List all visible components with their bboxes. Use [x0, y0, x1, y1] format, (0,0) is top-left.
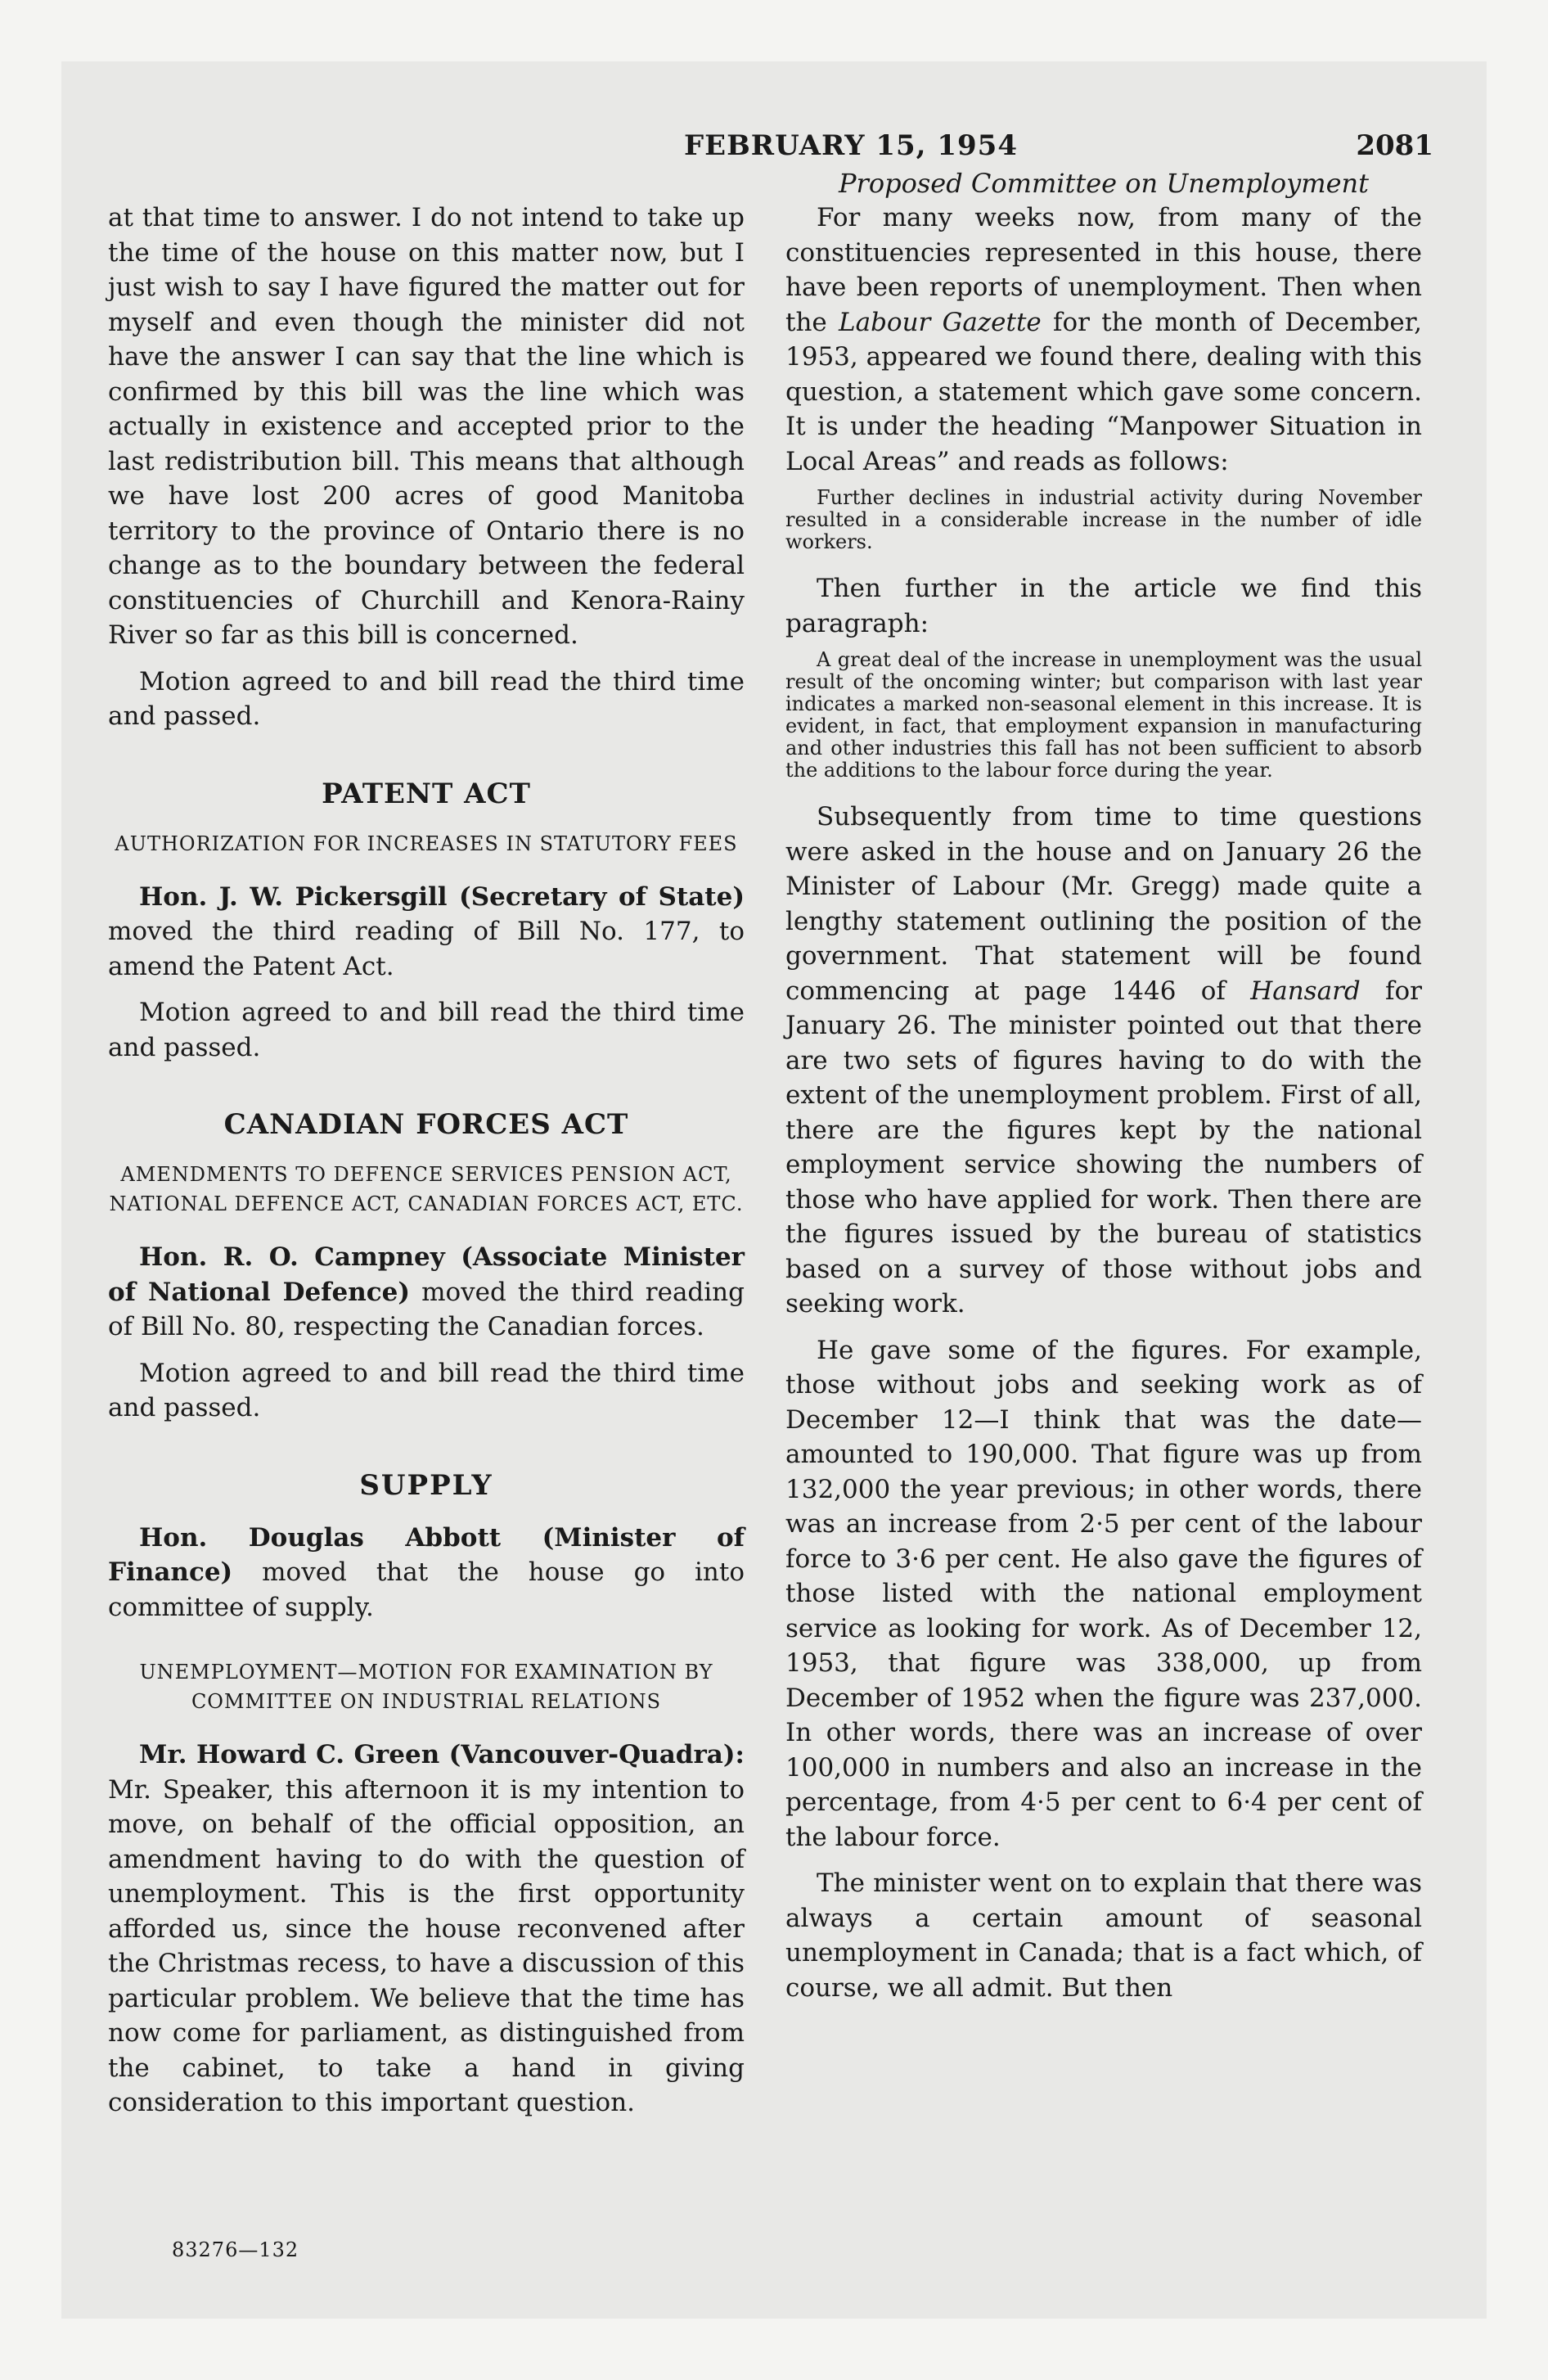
paragraph: The minister went on to explain that there was always a certain amount of seasonal unemployment in Canada; that is a fact which, of course, we all admit. But then: [785, 1868, 1422, 2003]
speaker-paragraph: [108, 1521, 745, 1625]
section-subtitle: AUTHORIZATION FOR INCREASES IN STATUTORY FEES: [115, 832, 738, 855]
speaker-paragraph: [108, 1738, 745, 2121]
paragraph: Then further in the article we find this paragraph:: [785, 574, 1422, 638]
text-run: For many weeks now, from many of the constituencies represented in this house, there have been reports of unemployment. Then when the: [785, 203, 1422, 337]
paragraph: [785, 201, 1422, 479]
block-quote: Further declines in industrial activity during November resulted in a considerable increase in the number of idle workers.: [785, 486, 1422, 553]
speaker-name: Hon. R. O. Campney (Associate Minister of National Defence): [108, 1242, 745, 1307]
speaker-text: moved that the house go into committee of supply.: [108, 1557, 745, 1622]
text-run: Subsequently from time to time questions were asked in the house and on January 26 the Minister of Labour (Mr. Gregg) made quite a lengthy statement outlining the position of the government. That statement will be found commencing at page 1446 of: [785, 802, 1422, 1006]
italic-title: Labour Gazette: [839, 307, 1042, 337]
speaker-text: moved the third reading of Bill No. 80, respecting the Canadian forces.: [108, 1277, 745, 1341]
header-date: FEBRUARY 15, 1954: [684, 129, 1018, 162]
italic-title: Hansard: [1250, 976, 1361, 1006]
print-code: 83276—132: [172, 2238, 299, 2261]
section-title-patent-act: PATENT ACT: [322, 777, 531, 810]
text-run: for the month of December, 1953, appeared we found there, dealing with this question, a statement which gave some concern. It is under the heading “Manpower Situation in Local Areas” and reads as follows:: [785, 307, 1422, 476]
speaker-name: Mr. Howard C. Green (Vancouver-Quadra):: [139, 1740, 745, 1769]
section-subtitle-unemployment: UNEMPLOYMENT—MOTION FOR EXAMINATION BY COMMITTEE ON INDUSTRIAL RELATIONS: [139, 1661, 713, 1713]
speaker-paragraph: [108, 1240, 745, 1345]
speaker-name: Hon. J. W. Pickersgill (Secretary of State): [139, 881, 745, 912]
text-run: for January 26. The minister pointed out that there are two sets of figures having to do with the extent of the unemployment problem. First of all, there are the figures kept by the national employment service showing the numbers of those who have applied for work. Then there are the figures issued by the bureau of statistics based on a survey of those without jobs and seeking work.: [785, 976, 1423, 1318]
speaker-text: moved the third reading of Bill No. 177, to amend the Patent Act.: [108, 917, 745, 981]
motion-paragraph: Motion agreed to and bill read the third time and passed.: [108, 666, 745, 731]
motion-paragraph: Motion agreed to and bill read the third time and passed.: [108, 998, 745, 1062]
left-column: [108, 201, 745, 2121]
section-subtitle: AMENDMENTS TO DEFENCE SERVICES PENSION ACT, NATIONAL DEFENCE ACT, CANADIAN FORCES ACT, ETC.: [109, 1163, 744, 1215]
running-title: Proposed Committee on Unemployment: [838, 168, 1369, 199]
paragraph: at that time to answer. I do not intend to take up the time of the house on this matter now, but I just wish to say I have figured the matter out for myself and even though the minister did not have the answer I can say that the line which is confirmed by this bill was the line which was actually in existence and accepted prior to the last redistribution bill. This means that although we have lost 200 acres of good Manitoba territory to the province of Ontario there is no change as to the boundary between the federal constituencies of Churchill and Kenora-Rainy River so far as this bill is concerned.: [108, 203, 745, 650]
speaker-paragraph: [108, 880, 745, 985]
section-title-canadian-forces-act: CANADIAN FORCES ACT: [223, 1108, 629, 1141]
right-column: [785, 168, 1423, 2005]
paragraph: [785, 800, 1422, 1322]
section-title-supply: SUPPLY: [359, 1468, 493, 1502]
block-quote: A great deal of the increase in unemployment was the usual result of the oncoming winter; but comparison with last year indicates a marked non-seasonal element in this increase. It is evident, in fact, that employment expansion in manufacturing and other industries this fall has not been sufficient to absorb the additions to the labour force during the year.: [785, 648, 1422, 782]
page-number: 2081: [1356, 129, 1433, 162]
paragraph: He gave some of the figures. For example, those without jobs and seeking work as of December 12—I think that was the date—amounted to 190,000. That figure was up from 132,000 the year previous; in other words, there was an increase from 2·5 per cent of the labour force to 3·6 per cent. He also gave the figures of those listed with the national employment service as looking for work. As of December 12, 1953, that figure was 338,000, up from December of 1952 when the figure was 237,000. In other words, there was an increase of over 100,000 in numbers and also an increase in the percentage, from 4·5 per cent to 6·4 per cent of the labour force.: [785, 1335, 1422, 1852]
speaker-name: Hon. Douglas Abbott (Minister of Finance): [108, 1522, 745, 1587]
speaker-text: Mr. Speaker, this afternoon it is my intention to move, on behalf of the official opposition, an amendment having to do with the question of unemployment. This is the first opportunity afforded us, since the house reconvened after the Christmas recess, to have a discussion of this particular problem. We believe that the time has now come for parliament, as distinguished from the cabinet, to take a hand in giving consideration to this important question.: [108, 1774, 745, 2117]
motion-paragraph: Motion agreed to and bill read the third time and passed.: [108, 1358, 745, 1422]
